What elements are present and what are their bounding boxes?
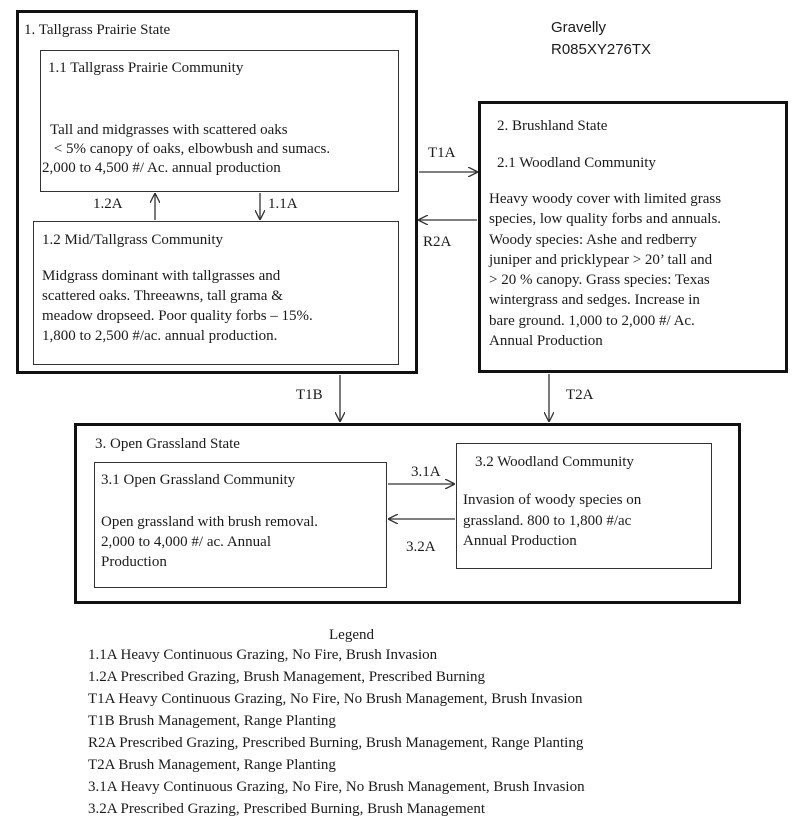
label-3-2a: 3.2A — [406, 539, 436, 555]
community-3-1-line: Production — [101, 554, 167, 570]
site-code: R085XY276TX — [551, 41, 652, 58]
community-2-1-line: juniper and pricklypear > 20’ tall and — [489, 251, 713, 268]
community-1-2-line: meadow dropseed. Poor quality forbs – 15%. — [42, 308, 313, 324]
community-2-1-line: Annual Production — [489, 333, 603, 350]
community-1-2-line: Midgrass dominant with tallgrasses and — [42, 268, 281, 284]
legend-item: R2A Prescribed Grazing, Prescribed Burning, Brush Management, Range Planting — [88, 735, 584, 751]
community-2-1-line: Heavy woody cover with limited grass — [489, 191, 722, 207]
community-1-2-line: scattered oaks. Threeawns, tall grama & — [42, 288, 283, 304]
community-3-2-line: grassland. 800 to 1,800 #/ac — [463, 512, 632, 529]
community-3-1-title: 3.1 Open Grassland Community — [101, 472, 296, 488]
label-t2a: T2A — [566, 387, 594, 403]
community-1-1-title: 1.1 Tallgrass Prairie Community — [48, 60, 244, 76]
label-r2a: R2A — [423, 234, 452, 250]
label-1-2a: 1.2A — [93, 196, 123, 212]
community-2-1-title: 2.1 Woodland Community — [497, 155, 656, 171]
legend-item: 3.1A Heavy Continuous Grazing, No Fire, No Brush Management, Brush Invasion — [88, 779, 585, 795]
community-2-1-line: bare ground. 1,000 to 2,000 #/ Ac. — [489, 312, 695, 329]
community-2-1-line: > 20 % canopy. Grass species: Texas — [489, 272, 710, 289]
label-1-1a: 1.1A — [268, 196, 298, 212]
state-1-title: 1. Tallgrass Prairie State — [24, 22, 171, 38]
community-3-1-line: Open grassland with brush removal. — [101, 514, 319, 530]
community-1-1-line: Tall and midgrasses with scattered oaks — [50, 122, 288, 138]
legend-item: T1A Heavy Continuous Grazing, No Fire, No Brush Management, Brush Invasion — [88, 691, 583, 707]
community-2-1-line: wintergrass and sedges. Increase in — [489, 292, 700, 309]
community-3-2-line: Annual Production — [463, 533, 577, 549]
label-3-1a: 3.1A — [411, 464, 441, 480]
legend-item: T1B Brush Management, Range Planting — [88, 713, 336, 729]
community-2-1-line: species, low quality forbs and annuals. — [489, 211, 722, 228]
legend-item: 3.2A Prescribed Grazing, Prescribed Burning, Brush Management — [88, 801, 485, 817]
label-t1a: T1A — [428, 145, 456, 161]
state-3-title: 3. Open Grassland State — [95, 436, 240, 452]
legend-item: T2A Brush Management, Range Planting — [88, 757, 336, 773]
community-1-2-title: 1.2 Mid/Tallgrass Community — [42, 232, 224, 248]
community-3-1-line: 2,000 to 4,000 #/ ac. Annual — [101, 534, 271, 550]
legend-item: 1.1A Heavy Continuous Grazing, No Fire, Brush Invasion — [88, 647, 438, 663]
label-t1b: T1B — [296, 387, 323, 403]
community-1-1-line: 2,000 to 4,500 #/ Ac. annual production — [42, 160, 281, 176]
community-2-1-line: Woody species: Ashe and redberry — [489, 231, 697, 248]
community-3-2-line: Invasion of woody species on — [463, 492, 642, 508]
legend-item: 1.2A Prescribed Grazing, Brush Management, Prescribed Burning — [88, 669, 485, 685]
community-1-2-line: 1,800 to 2,500 #/ac. annual production. — [42, 328, 278, 344]
community-1-1-line: < 5% canopy of oaks, elbowbush and sumacs. — [50, 141, 331, 157]
community-3-2-title: 3.2 Woodland Community — [475, 454, 634, 470]
site-name: Gravelly — [551, 19, 607, 36]
state-2-title: 2. Brushland State — [497, 118, 608, 134]
legend-title: Legend — [329, 627, 374, 643]
